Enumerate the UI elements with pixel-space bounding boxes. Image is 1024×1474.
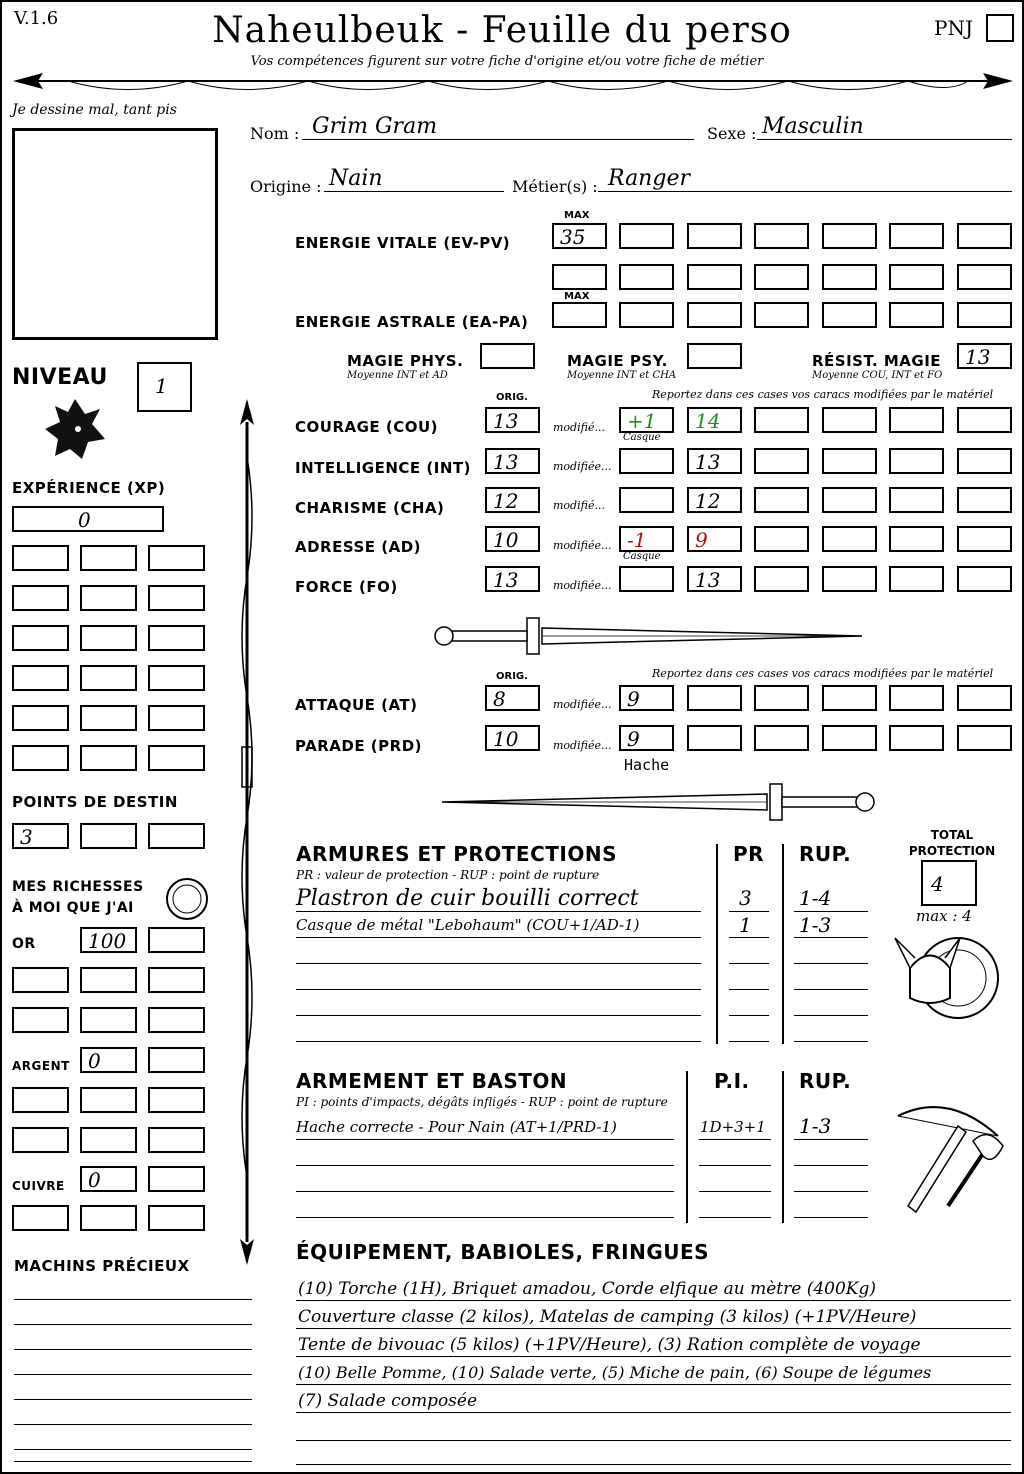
ad-orig-value: 10: [493, 528, 519, 552]
helmet-shield-icon: [890, 928, 1002, 1030]
prd-box[interactable]: [889, 725, 944, 751]
fo-box[interactable]: [754, 566, 809, 592]
cou-mod-label: modifié...: [553, 421, 605, 434]
cuivre-box[interactable]: [148, 1166, 205, 1192]
armures-divider: [782, 844, 784, 1044]
at-orig-box[interactable]: [485, 685, 540, 711]
magie-phys-box[interactable]: [480, 343, 535, 369]
int-orig-value: 13: [493, 450, 519, 474]
machins-line[interactable]: [14, 1357, 252, 1375]
combat-orig-label: ORIG.: [496, 671, 528, 682]
ev-box[interactable]: [754, 264, 809, 290]
arme-pi[interactable]: [699, 1196, 771, 1218]
int-box[interactable]: [822, 448, 877, 474]
at-box[interactable]: [754, 685, 809, 711]
machins-line[interactable]: [14, 1332, 252, 1350]
equipement-title: ÉQUIPEMENT, BABIOLES, FRINGUES: [296, 1240, 710, 1264]
or-box[interactable]: [12, 967, 69, 993]
xp-grid-box[interactable]: [80, 545, 137, 571]
cha-mod-label: modifié...: [553, 499, 605, 512]
armure-name: Plastron de cuir bouilli correct: [296, 886, 639, 911]
cuivre-label: CUIVRE: [12, 1179, 65, 1193]
argent-value: 0: [88, 1049, 101, 1073]
armure-pr[interactable]: [729, 1020, 769, 1042]
magie-psy-label: MAGIE PSY.: [567, 352, 668, 370]
argent-box[interactable]: [80, 1127, 137, 1153]
machins-line[interactable]: [14, 1282, 252, 1300]
int-box[interactable]: [889, 448, 944, 474]
arme-row[interactable]: [296, 1144, 674, 1166]
fo-box[interactable]: [889, 566, 944, 592]
prd-mod-label: modifiée...: [553, 739, 612, 752]
cou-mod-box[interactable]: [619, 407, 674, 433]
cuivre-box[interactable]: [80, 1205, 137, 1231]
armures-note: PR : valeur de protection - RUP : point de rupture: [296, 868, 600, 882]
armures-rup-header: RUP.: [799, 842, 852, 866]
xp-label: EXPÉRIENCE (XP): [12, 479, 166, 497]
spear-divider: [8, 68, 1018, 94]
equipement-text: Couverture classe (2 kilos), Matelas de camping (3 kilos) (+1PV/Heure): [298, 1307, 917, 1327]
at-orig-value: 8: [493, 687, 506, 711]
fo-final-box[interactable]: [687, 566, 742, 592]
sexe-field[interactable]: [757, 116, 1012, 140]
pnj-checkbox[interactable]: [986, 14, 1014, 42]
armure-pr[interactable]: [729, 968, 769, 990]
ad-mod-label: modifiée...: [553, 539, 612, 552]
armures-title: ARMURES ET PROTECTIONS: [296, 842, 617, 866]
armure-rup[interactable]: [794, 888, 868, 912]
richesses-label-2: À MOI QUE J'AI: [12, 900, 134, 916]
equipement-line[interactable]: [296, 1445, 1011, 1465]
xp-grid-box[interactable]: [148, 545, 205, 571]
equipement-text: Tente de bivouac (5 kilos) (+1PV/Heure), (3) Ration complète de voyage: [298, 1335, 921, 1355]
coin-icon: [164, 876, 210, 922]
prd-box[interactable]: [754, 725, 809, 751]
armure-pr-value: 1: [739, 913, 752, 937]
equipement-text: (7) Salade composée: [298, 1391, 478, 1411]
xp-grid-box[interactable]: [148, 705, 205, 731]
ev-box[interactable]: [687, 223, 742, 249]
xp-grid-box[interactable]: [80, 665, 137, 691]
cha-orig-box[interactable]: [485, 487, 540, 513]
at-box[interactable]: [822, 685, 877, 711]
ev-box[interactable]: [822, 264, 877, 290]
equipement-line[interactable]: [296, 1389, 1011, 1413]
portrait-box[interactable]: [12, 128, 218, 340]
magie-phys-note: Moyenne INT et AD: [347, 370, 448, 381]
ea-box[interactable]: [889, 302, 944, 328]
arme-row[interactable]: [296, 1170, 674, 1192]
fo-label: FORCE (FO): [295, 578, 398, 596]
fo-mod-box[interactable]: [619, 566, 674, 592]
ad-mod-note: Casque: [623, 551, 661, 562]
ea-box[interactable]: [619, 302, 674, 328]
armure-row[interactable]: [296, 1020, 701, 1042]
ev-box[interactable]: [822, 223, 877, 249]
or-value: 100: [88, 929, 127, 953]
armure-pr-value: 3: [739, 886, 752, 910]
prd-label: PARADE (PRD): [295, 737, 423, 755]
armure-rup[interactable]: [794, 968, 868, 990]
metier-label: Métier(s) :: [512, 177, 598, 196]
cou-orig-box[interactable]: [485, 407, 540, 433]
niveau-box[interactable]: [137, 362, 192, 412]
xp-grid-box[interactable]: [12, 705, 69, 731]
armure-row[interactable]: [296, 968, 701, 990]
fo-orig-value: 13: [493, 568, 519, 592]
ad-label: ADRESSE (AD): [295, 538, 422, 556]
cha-final-box[interactable]: [687, 487, 742, 513]
or-box[interactable]: [148, 927, 205, 953]
portrait-caption: Je dessine mal, tant pis: [12, 102, 177, 118]
destin-value: 3: [20, 825, 33, 849]
int-final-value: 13: [695, 450, 721, 474]
armure-pr[interactable]: [729, 994, 769, 1016]
equipement-line[interactable]: [296, 1277, 1011, 1301]
arme-rup[interactable]: [794, 1144, 868, 1166]
fo-final-value: 13: [695, 568, 721, 592]
armure-rup-value: 1-3: [799, 913, 832, 937]
ad-mod-value: -1: [627, 528, 647, 552]
metier-field[interactable]: [598, 168, 1012, 192]
spear-icon: [232, 397, 262, 1267]
ev-label: ENERGIE VITALE (EV-PV): [295, 234, 511, 252]
pnj-label: PNJ: [934, 16, 973, 40]
xp-box[interactable]: [12, 506, 164, 532]
ev-max-label: MAX: [564, 210, 590, 221]
prd-note: Hache: [624, 756, 670, 774]
machins-line[interactable]: [14, 1307, 252, 1325]
int-label: INTELLIGENCE (INT): [295, 459, 471, 477]
cuivre-box[interactable]: [80, 1166, 137, 1192]
origine-value: Nain: [329, 166, 383, 191]
machins-line[interactable]: [14, 1382, 252, 1400]
destin-box[interactable]: [80, 823, 137, 849]
ea-box[interactable]: [754, 302, 809, 328]
page-subtitle: Vos compétences figurent sur votre fiche d'origine et/ou votre fiche de métier: [250, 54, 764, 69]
cha-box[interactable]: [957, 487, 1012, 513]
fo-box[interactable]: [957, 566, 1012, 592]
armement-title: ARMEMENT ET BASTON: [296, 1069, 568, 1093]
cou-mod-value: +1: [627, 409, 657, 433]
resist-magie-note: Moyenne COU, INT et FO: [812, 370, 943, 381]
argent-box[interactable]: [148, 1047, 205, 1073]
richesses-label: MES RICHESSES: [12, 879, 144, 895]
cou-final-value: 14: [695, 409, 721, 433]
at-box[interactable]: [687, 685, 742, 711]
xp-grid-box[interactable]: [12, 745, 69, 771]
prd-mod-box[interactable]: [619, 725, 674, 751]
or-box[interactable]: [80, 927, 137, 953]
armure-rup[interactable]: [794, 913, 868, 938]
or-box[interactable]: [12, 1007, 69, 1033]
prd-box[interactable]: [687, 725, 742, 751]
niveau-value: 1: [155, 374, 168, 398]
int-box[interactable]: [957, 448, 1012, 474]
ev-max-box[interactable]: [552, 223, 607, 249]
or-box[interactable]: [148, 1007, 205, 1033]
int-mod-box[interactable]: [619, 448, 674, 474]
origine-field[interactable]: [324, 168, 504, 192]
xp-grid-box[interactable]: [148, 625, 205, 651]
origine-label: Origine :: [250, 177, 322, 196]
ea-label: ENERGIE ASTRALE (EA-PA): [295, 313, 529, 331]
sword-icon: [432, 780, 877, 824]
nom-label: Nom :: [250, 124, 300, 143]
machins-label: MACHINS PRÉCIEUX: [14, 1257, 190, 1275]
prd-orig-box[interactable]: [485, 725, 540, 751]
armement-rup-header: RUP.: [799, 1069, 852, 1093]
armure-row[interactable]: [296, 916, 701, 938]
machins-line[interactable]: [14, 1452, 252, 1462]
argent-box[interactable]: [12, 1087, 69, 1113]
argent-box[interactable]: [148, 1127, 205, 1153]
cuivre-box[interactable]: [148, 1205, 205, 1231]
caracs-report-note: Reportez dans ces cases vos caracs modifiées par le matériel: [652, 388, 994, 401]
arme-row[interactable]: [296, 1116, 674, 1140]
destin-label: POINTS DE DESTIN: [12, 793, 178, 811]
destin-box[interactable]: [148, 823, 205, 849]
xp-value: 0: [78, 508, 91, 532]
xp-grid-box[interactable]: [12, 585, 69, 611]
int-final-box[interactable]: [687, 448, 742, 474]
cuivre-box[interactable]: [12, 1205, 69, 1231]
ea-max-label: MAX: [564, 291, 590, 302]
fo-box[interactable]: [822, 566, 877, 592]
armure-pr[interactable]: [729, 913, 769, 938]
or-box[interactable]: [80, 1007, 137, 1033]
caracs-orig-label: ORIG.: [496, 392, 528, 403]
cha-orig-value: 12: [493, 489, 519, 513]
total-protection-value: 4: [931, 872, 944, 896]
cuivre-value: 0: [88, 1168, 101, 1192]
xp-grid-box[interactable]: [12, 545, 69, 571]
ad-box[interactable]: [957, 526, 1012, 552]
at-label: ATTAQUE (AT): [295, 696, 418, 714]
sword-icon: [432, 614, 877, 658]
armure-row[interactable]: [296, 994, 701, 1016]
xp-grid-box[interactable]: [12, 665, 69, 691]
ea-box[interactable]: [957, 302, 1012, 328]
cou-mod-note: Casque: [623, 432, 661, 443]
arme-name: Hache correcte - Pour Nain (AT+1/PRD-1): [296, 1118, 617, 1136]
arme-pi[interactable]: [699, 1116, 771, 1140]
armure-row[interactable]: [296, 942, 701, 964]
ev-box[interactable]: [754, 223, 809, 249]
sexe-value: Masculin: [762, 114, 864, 139]
arme-pi[interactable]: [699, 1144, 771, 1166]
arme-pi-value: 1D+3+1: [700, 1118, 766, 1136]
ev-box[interactable]: [889, 223, 944, 249]
xp-grid-box[interactable]: [148, 745, 205, 771]
weapons-icon: [888, 1096, 1012, 1220]
cha-final-value: 12: [695, 489, 721, 513]
at-mod-label: modifiée...: [553, 698, 612, 711]
equipement-line[interactable]: [296, 1361, 1011, 1385]
ev-box[interactable]: [619, 223, 674, 249]
or-box[interactable]: [80, 967, 137, 993]
ev-max-value: 35: [560, 225, 586, 249]
cou-orig-value: 13: [493, 409, 519, 433]
sexe-label: Sexe :: [707, 124, 757, 143]
ev-box[interactable]: [957, 264, 1012, 290]
or-label: OR: [12, 936, 36, 952]
magie-psy-box[interactable]: [687, 343, 742, 369]
int-orig-box[interactable]: [485, 448, 540, 474]
argent-box[interactable]: [12, 1127, 69, 1153]
fo-mod-label: modifiée...: [553, 579, 612, 592]
cha-box[interactable]: [822, 487, 877, 513]
armure-rup[interactable]: [794, 942, 868, 964]
ad-box[interactable]: [822, 526, 877, 552]
armure-pr[interactable]: [729, 888, 769, 912]
total-protection-max: max : 4: [916, 907, 972, 925]
magie-psy-note: Moyenne INT et CHA: [567, 370, 677, 381]
equipement-line[interactable]: [296, 1305, 1011, 1329]
cou-box[interactable]: [957, 407, 1012, 433]
ea-box[interactable]: [687, 302, 742, 328]
ev-box[interactable]: [889, 264, 944, 290]
prd-box[interactable]: [822, 725, 877, 751]
prd-mod-value: 9: [627, 727, 640, 751]
xp-grid-box[interactable]: [148, 665, 205, 691]
armement-divider: [686, 1071, 688, 1223]
at-mod-box[interactable]: [619, 685, 674, 711]
dragon-icon: [40, 394, 110, 466]
ev-box[interactable]: [552, 264, 607, 290]
prd-orig-value: 10: [493, 727, 519, 751]
equipement-text: (10) Torche (1H), Briquet amadou, Corde elfique au mètre (400Kg): [298, 1279, 877, 1299]
cha-box[interactable]: [889, 487, 944, 513]
arme-rup[interactable]: [794, 1170, 868, 1192]
armement-pi-header: P.I.: [714, 1069, 750, 1093]
armure-rup-value: 1-4: [799, 886, 832, 910]
ea-box[interactable]: [822, 302, 877, 328]
cou-box[interactable]: [822, 407, 877, 433]
argent-label: ARGENT: [12, 1059, 70, 1073]
argent-box[interactable]: [80, 1047, 137, 1073]
resist-magie-label: RÉSIST. MAGIE: [812, 352, 942, 370]
at-box[interactable]: [957, 685, 1012, 711]
int-box[interactable]: [754, 448, 809, 474]
cha-label: CHARISME (CHA): [295, 499, 445, 517]
version-label: V.1.6: [14, 8, 59, 29]
armures-pr-header: PR: [733, 842, 765, 866]
xp-grid-box[interactable]: [12, 625, 69, 651]
equipement-text: (10) Belle Pomme, (10) Salade verte, (5) Miche de pain, (6) Soupe de légumes: [298, 1363, 932, 1382]
argent-box[interactable]: [80, 1087, 137, 1113]
equipement-line[interactable]: [296, 1333, 1011, 1357]
ad-box[interactable]: [754, 526, 809, 552]
arme-rup-value: 1-3: [799, 1114, 832, 1138]
xp-grid-box[interactable]: [80, 705, 137, 731]
xp-grid-box[interactable]: [80, 625, 137, 651]
ev-box[interactable]: [957, 223, 1012, 249]
ev-box[interactable]: [619, 264, 674, 290]
cou-final-box[interactable]: [687, 407, 742, 433]
int-mod-label: modifiée...: [553, 460, 612, 473]
resist-magie-value: 13: [965, 345, 991, 369]
total-protection-label: TOTAL: [930, 828, 974, 842]
armement-divider: [782, 1071, 784, 1223]
niveau-label: NIVEAU: [12, 365, 108, 390]
armure-name: Casque de métal "Lebohaum" (COU+1/AD-1): [296, 916, 640, 934]
ad-orig-box[interactable]: [485, 526, 540, 552]
xp-grid-box[interactable]: [148, 585, 205, 611]
ad-final-box[interactable]: [687, 526, 742, 552]
total-protection-box[interactable]: [921, 860, 977, 906]
ev-box[interactable]: [687, 264, 742, 290]
machins-line[interactable]: [14, 1407, 252, 1425]
armure-rup[interactable]: [794, 994, 868, 1016]
total-protection-label-2: PROTECTION: [908, 844, 996, 858]
arme-row[interactable]: [296, 1196, 674, 1218]
destin-box[interactable]: [12, 823, 69, 849]
armure-pr[interactable]: [729, 942, 769, 964]
arme-pi[interactable]: [699, 1170, 771, 1192]
metier-value: Ranger: [608, 166, 690, 191]
cou-box[interactable]: [754, 407, 809, 433]
prd-box[interactable]: [957, 725, 1012, 751]
combat-report-note: Reportez dans ces cases vos caracs modifiées par le matériel: [652, 667, 994, 680]
cha-mod-box[interactable]: [619, 487, 674, 513]
magie-phys-label: MAGIE PHYS.: [347, 352, 464, 370]
at-box[interactable]: [889, 685, 944, 711]
ad-box[interactable]: [889, 526, 944, 552]
nom-value: Grim Gram: [312, 114, 438, 139]
resist-magie-box[interactable]: [957, 343, 1012, 369]
nom-field[interactable]: [302, 116, 694, 140]
machins-line[interactable]: [14, 1432, 252, 1450]
cha-box[interactable]: [754, 487, 809, 513]
armure-row[interactable]: [296, 888, 701, 912]
ad-mod-box[interactable]: [619, 526, 674, 552]
arme-rup[interactable]: [794, 1196, 868, 1218]
ad-final-value: 9: [695, 528, 708, 552]
armures-divider: [716, 844, 718, 1044]
armement-note: PI : points d'impacts, dégâts infligés - RUP : point de rupture: [296, 1095, 668, 1109]
fo-orig-box[interactable]: [485, 566, 540, 592]
page-title: Naheulbeuk - Feuille du perso: [212, 10, 792, 51]
xp-grid-box[interactable]: [80, 745, 137, 771]
at-mod-value: 9: [627, 687, 640, 711]
cou-label: COURAGE (COU): [295, 418, 439, 436]
armure-rup[interactable]: [794, 1020, 868, 1042]
ea-max-box[interactable]: [552, 302, 607, 328]
argent-box[interactable]: [148, 1087, 205, 1113]
xp-grid-box[interactable]: [80, 585, 137, 611]
arme-rup[interactable]: [794, 1116, 868, 1140]
or-box[interactable]: [148, 967, 205, 993]
equipement-line[interactable]: [296, 1417, 1011, 1441]
cou-box[interactable]: [889, 407, 944, 433]
